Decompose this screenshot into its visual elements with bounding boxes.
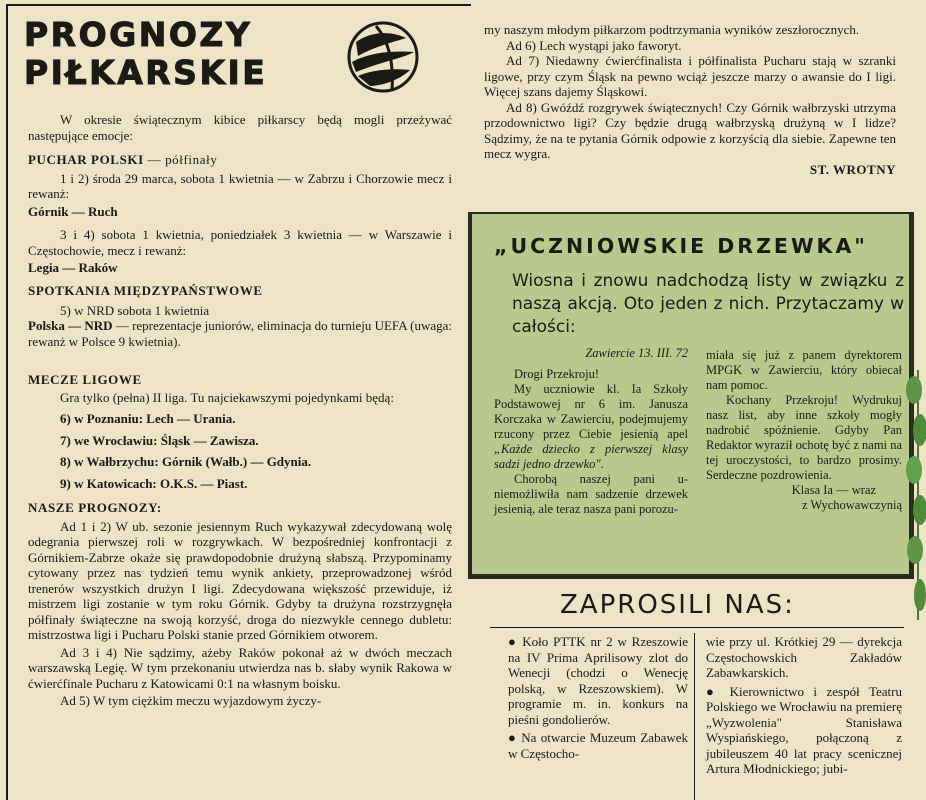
green-intro-text: Wiosna i znowu nadchodzą listy w związku z naszą akcją. Oto jeden z nich. Przytaczamy w całości:	[512, 271, 904, 337]
puchar-heading: PUCHAR POLSKI	[28, 152, 144, 167]
bullet-icon: ●	[508, 634, 523, 649]
letter-p2: Chorobą naszej pani u-niemożliwiła nam sadzenie drzewek jesienią, ale teraz nasza pani porozu-	[494, 472, 688, 516]
green-letter-box	[468, 212, 914, 579]
right-p7: Ad 7) Niedawny ćwierćfinalista i półfinalista Pucharu stają w szranki ligowe, przy czym Śląsk na pewno wciąż jeszcze marzy o awansie do I ligi. Więcej szans dajemy Śląskowi.	[484, 53, 896, 99]
letter-p4: Kochany Przekroju! Wydrukuj nasz list, aby inne szkoły mogły nadrobić spóźnienie. Gdyby Pan Redaktor wyraził ochotę być z nami na tej uroczystości, to bardzo prosimy. Serdeczne pozdrowienia.	[706, 393, 902, 482]
letter-p3: miała się już z panem dyrektorem MPGK w Zawierciu, który obiecał nam pomoc.	[706, 348, 902, 392]
ligowe-item: 8) w Wałbrzychu: Górnik (Wałb.) — Gdynia.	[60, 454, 312, 469]
puchar-match2: Legia — Raków	[28, 260, 118, 275]
letter-quote: „Każde dziecko z pierwszej klasy sadzi jedno drzewko"	[494, 442, 688, 471]
spotkania-match: Polska — NRD	[28, 318, 113, 333]
zaprosili-item1: Koło PTTK nr 2 w Rzeszowie na IV Prima Aprilisowy zlot do Wenecji (chodzi o Wenecję polską, w Rzeszowskiem). W programie m. in. konkurs na pieśni gondolierów.	[508, 634, 688, 727]
letter-p1: My uczniowie kl. Ia Szkoły Podstawowej nr 6 im. Janusza Korczaka w Zawierciu, podejmujemy rzucony przez Ciebie jesienią apel	[494, 382, 688, 441]
nasze-heading: NASZE PROGNOZY:	[28, 500, 162, 515]
puchar-section	[28, 152, 452, 276]
zaprosili-column-2	[706, 634, 902, 777]
zaprosili-title: ZAPROSILI NAS:	[560, 590, 795, 620]
green-box-intro	[512, 270, 904, 339]
nasze-p2: Ad 3 i 4) Nie sądzimy, ażeby Raków pokonał aż w dwóch meczach warszawską Legię. W tym przekonaniu utwierdza nas b. słaby wynik Rakowa w ćwierćfinale Pucharu z Katowicami 0:1 na własnym boisku.	[28, 644, 452, 691]
ligowe-item: 6) w Poznaniu: Lech — Urania.	[60, 411, 236, 426]
bullet-icon: ●	[706, 683, 730, 699]
nasze-prognozy-section	[28, 500, 452, 709]
letter-column-1: Zawiercie 13. III. 72 Drogi Przekroju! My uczniowie kl. Ia Szkoły Podstawowej nr 6 im. Janusza Korczaka w Zawierciu, podejmujemy rzucony przez Ciebie jesienią apel „Każde dziecko z pierwszej klasy sadzi jedno drzewko". Chorobą naszej pani u-niemożliwiła nam sadzenie drzewek jesienią, ale teraz nasza pani porozu-	[494, 346, 688, 516]
spotkania-desc: — reprezentacje juniorów, eliminacja do turnieju UEFA (uwaga: rewanż w Polsce 9 kwietnia).	[28, 318, 452, 349]
nasze-p1: Ad 1 i 2) W ub. sezonie jesiennym Ruch wykazywał zdecydowaną wolę odegrania pierwszej roli w rozgrywkach. W bezpośredniej konfrontacji z Górnikiem-Zabrze okaże się prawdopodobnie drużyną słabszą. Przypominamy cytowany przez nas tydzień temu wynik ankiety, przeprowadzonej wśród trenerów wszystkich drużyn I ligi. Zdecydowana większość przewiduje, iż mistrzem ligi zostanie w tym roku Górnik. Gdyby ta drużyna rozstrzygnęła półfinały świąteczne na swoją korzyść, droga do niezwykle cennego dubletu: mistrzostwa ligi i Pucharu Polski stanie przed Górnikiem otworem.	[28, 518, 452, 642]
letter-place-date: Zawiercie 13. III. 72	[585, 346, 688, 360]
zaprosili-divider	[490, 627, 904, 628]
right-p6: Ad 6) Lech wystąpi jako faworyt.	[506, 37, 682, 53]
right-top-column	[484, 22, 896, 177]
spotkania-section	[28, 283, 452, 349]
zaprosili-column-divider	[694, 633, 695, 800]
letter-column-2	[706, 348, 902, 513]
ligowe-heading: MECZE LIGOWE	[28, 372, 142, 387]
spotkania-heading: SPOTKANIA MIĘDZYPAŃSTWOWE	[28, 283, 263, 298]
football-icon	[346, 20, 420, 94]
nasze-p3: Ad 5) W tym ciężkim meczu wyjazdowym życzy-	[60, 693, 322, 708]
header-block	[6, 4, 471, 124]
zaprosili-item2-cont: wie przy ul. Krótkiej 29 — dyrekcja Częstochowskich Zakładów Zabawkarskich.	[706, 634, 902, 680]
ligowe-item: 9) w Katowicach: O.K.S. — Piast.	[60, 475, 248, 491]
right-continuation: my naszym młodym piłkarzom podtrzymania wyników zeszłorocznych.	[484, 22, 860, 37]
letter-sign2: z Wychowawczynią	[801, 498, 902, 512]
puchar-heading-rest: — półfinały	[143, 152, 218, 167]
puchar-item2: 3 i 4) sobota 1 kwietnia, poniedziałek 3 kwietnia — w Warszawie i Częstochowie, mecz i rewanż:	[28, 227, 452, 258]
ligowe-item: 7) we Wrocławiu: Śląsk — Zawisza.	[60, 432, 259, 448]
zaprosili-item2: Na otwarcie Muzeum Zabawek w Częstocho-	[508, 730, 688, 761]
plant-illustration-icon	[906, 370, 926, 620]
green-box-title: „UCZNIOWSKIE DRZEWKA"	[494, 234, 868, 258]
zaprosili-column-1	[508, 634, 688, 761]
page-title-line2: PIŁKARSKIE	[24, 53, 268, 92]
puchar-match1: Górnik — Ruch	[28, 203, 118, 219]
intro-paragraph: W okresie świątecznym kibice piłkarscy będą mogli przeżywać następujące emocje:	[28, 112, 452, 143]
signature: ST. WROTNY	[809, 161, 896, 177]
zaprosili-item3: Kierownictwo i zespół Teatru Polskiego we Wrocławiu na premierę „Wyzwolenia" Stanisława Wyspiańskiego, połączoną z jubileuszem 40 lat pracy scenicznej Artura Młodnickiego; jubi-	[706, 683, 902, 776]
bullet-icon: ●	[508, 730, 522, 745]
letter-greeting: Drogi Przekroju!	[514, 367, 600, 381]
right-p8: Ad 8) Gwóźdź rozgrywek świątecznych! Czy Górnik wałbrzyski utrzyma przodownictwo ligi? Czy będzie drugą wałbrzyską drużyną w I lidze? Sądzimy, że na te pytania Górnik odpowie z korzyścią dla siebie. Zapewne ten mecz wygra.	[484, 99, 896, 161]
spotkania-item5: 5) w NRD sobota 1 kwietnia	[60, 302, 210, 318]
ligowe-intro: Gra tylko (pełna) II liga. Tu najciekawszymi pojedynkami będą:	[60, 389, 394, 405]
puchar-item1: 1 i 2) środa 29 marca, sobota 1 kwietnia — w Zabrzu i Chorzowie mecz i rewanż:	[28, 170, 452, 201]
letter-sign1: Klasa Ia — wraz	[791, 483, 876, 497]
page-title-line1: PROGNOZY	[24, 15, 253, 54]
ligowe-section	[28, 372, 452, 491]
